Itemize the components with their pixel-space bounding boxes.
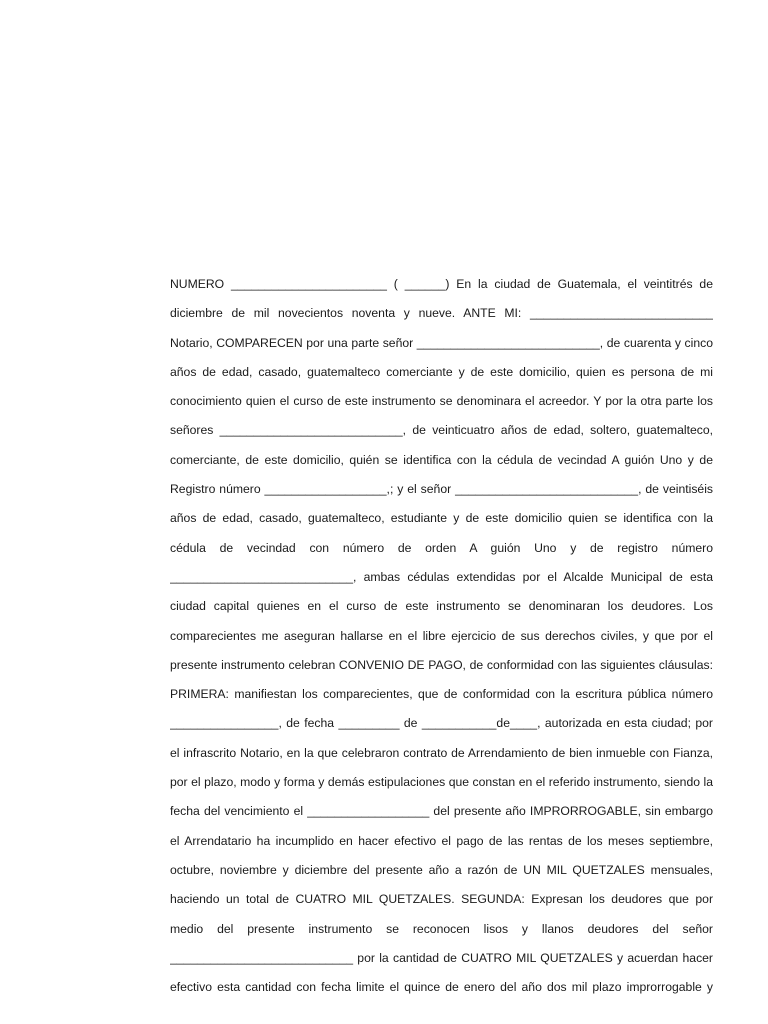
document-body xyxy=(170,272,713,1004)
text-line: ciudad capital quienes en el curso de este instrumento se denominaran los deudores. Los xyxy=(170,599,713,614)
text-line: Notario, COMPARECEN por una parte señor ___________________________, de cuarenta y cinco xyxy=(170,335,713,350)
text-line: por el plazo, modo y forma y demás estipulaciones que constan en el referido instrumento, siendo la xyxy=(170,775,713,790)
text-line: octubre, noviembre y diciembre del presente año a razón de UN MIL QUETZALES mensuales, xyxy=(170,862,713,877)
text-line: el infrascrito Notario, en la que celebraron contrato de Arrendamiento de bien inmueble con Fianza, xyxy=(170,745,713,760)
text-line: conocimiento quien el curso de este instrumento se denominara el acreedor. Y por la otra parte los xyxy=(170,394,713,409)
text-line: presente instrumento celebran CONVENIO DE PAGO, de conformidad con las siguientes cláusulas: xyxy=(170,657,713,672)
text-line: señores ___________________________, de veinticuatro años de edad, soltero, guatemalteco, xyxy=(170,423,713,438)
text-line: años de edad, casado, guatemalteco comerciante y de este domicilio, quien es persona de mi xyxy=(170,364,713,379)
text-line: diciembre de mil novecientos noventa y nueve. ANTE MI: ___________________________ xyxy=(170,306,713,321)
text-line: cédula de vecindad con número de orden A guión Uno y de registro número xyxy=(170,540,713,555)
text-line: comerciante, de este domicilio, quién se identifica con la cédula de vecindad A guión Uno y de xyxy=(170,452,713,467)
text-line: años de edad, casado, guatemalteco, estudiante y de este domicilio quien se identifica con la xyxy=(170,511,713,526)
text-line: medio del presente instrumento se reconocen lisos y llanos deudores del señor xyxy=(170,921,713,936)
text-line: haciendo un total de CUATRO MIL QUETZALES. SEGUNDA: Expresan los deudores que por xyxy=(170,892,713,907)
text-line: comparecientes me aseguran hallarse en el libre ejercicio de sus derechos civiles, y que por el xyxy=(170,628,713,643)
text-line: ________________, de fecha _________ de ___________de____, autorizada en esta ciudad; por xyxy=(170,716,713,731)
text-line: efectivo esta cantidad con fecha limite el quince de enero del año dos mil plazo improrrogable y xyxy=(170,980,713,995)
text-line: ___________________________, ambas cédulas extendidas por el Alcalde Municipal de esta xyxy=(170,569,713,584)
text-line: fecha del vencimiento el __________________ del presente año IMPRORROGABLE, sin embargo xyxy=(170,804,713,819)
text-line: el Arrendatario ha incumplido en hacer efectivo el pago de las rentas de los meses septiembre, xyxy=(170,833,713,848)
text-line: Registro número __________________,; y el señor ___________________________, de veintiséis xyxy=(170,482,713,497)
text-line: PRIMERA: manifiestan los comparecientes, que de conformidad con la escritura pública número xyxy=(170,687,713,702)
text-line: ___________________________ por la cantidad de CUATRO MIL QUETZALES y acuerdan hacer xyxy=(170,950,713,965)
text-line: NUMERO _______________________ ( ______) En la ciudad de Guatemala, el veintitrés de xyxy=(170,277,713,291)
